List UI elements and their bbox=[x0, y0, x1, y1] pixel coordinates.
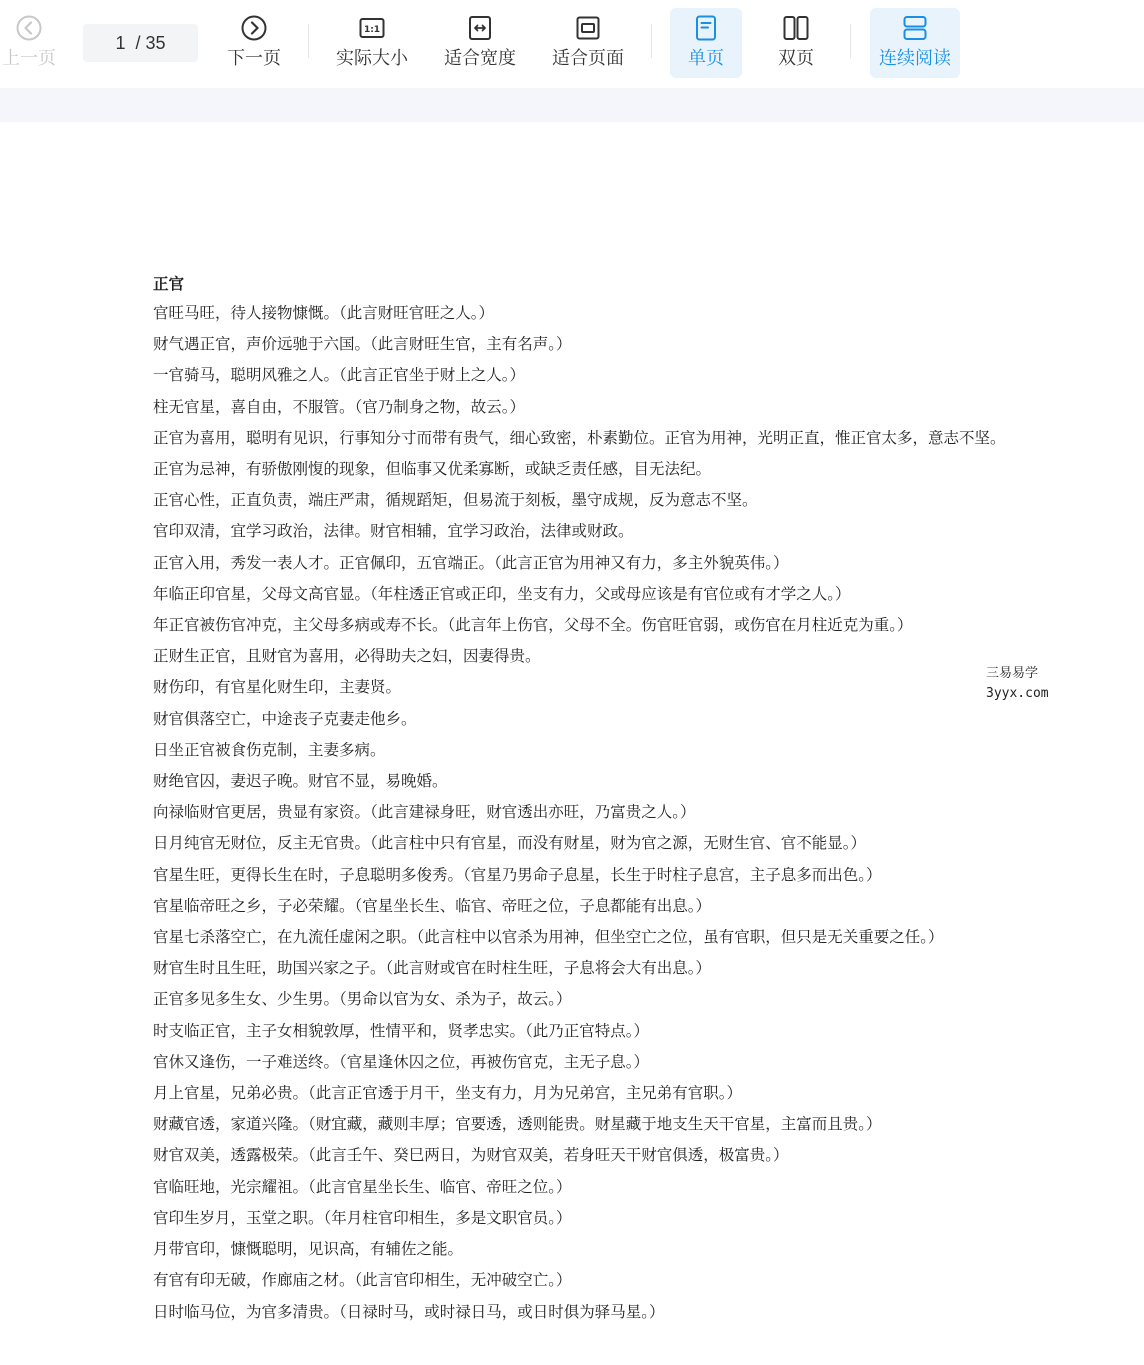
actual-size-label: 实际大小 bbox=[336, 48, 408, 69]
text-line: 正官入用，秀发一表人才。正官佩印，五官端正。（此言正官为用神又有力，多主外貌英伟。） bbox=[153, 553, 789, 572]
text-line: 时支临正官，主子女相貌敦厚，性情平和，贤孝忠实。（此乃正官特点。） bbox=[153, 1021, 650, 1040]
double-page-icon bbox=[782, 14, 810, 42]
fit-page-label: 适合页面 bbox=[552, 48, 624, 69]
double-page-label: 双页 bbox=[778, 48, 814, 69]
text-line: 有官有印无破，作廊庙之材。（此言官印相生，无冲破空亡。） bbox=[153, 1271, 572, 1290]
text-line: 月上官星，兄弟必贵。（此言正官透于月干，坐支有力，月为兄弟宫，主兄弟有官职。） bbox=[153, 1084, 743, 1103]
text-line: 官星生旺，更得长生在时，子息聪明多俊秀。（官星乃男命子息星，长生于时柱子息宫，主子息多而出色。） bbox=[153, 865, 882, 884]
page-total: 35 bbox=[145, 33, 166, 53]
toolbar-divider bbox=[651, 24, 652, 58]
text-line: 官星七杀落空亡，在九流任虚闲之职。（此言柱中以官杀为用神，但坐空亡之位，虽有官职，但只是无关重要之任。） bbox=[153, 928, 944, 947]
document-page bbox=[153, 270, 1038, 1328]
text-line: 官印生岁月，玉堂之职。（年月柱官印相生，多是文职官员。） bbox=[153, 1208, 572, 1227]
text-line: 官旺马旺，待人接物慷慨。（此言财旺官旺之人。） bbox=[153, 304, 495, 322]
svg-text:1:1: 1:1 bbox=[363, 25, 381, 35]
text-line: 日月纯官无财位，反主无官贵。（此言柱中只有官星，而没有财星，财为官之源，无财生官、官不能显。） bbox=[153, 834, 867, 853]
text-line: 正官为忌神，有骄傲刚愎的现象，但临事又优柔寡断，或缺乏责任感，目无法纪。 bbox=[153, 460, 712, 479]
text-line: 财气遇正官，声价远驰于六国。（此言财旺生官，主有名声。） bbox=[153, 335, 572, 354]
text-line: 财藏官透，家道兴隆。（财宜藏，藏则丰厚；官要透，透则能贵。财星藏于地支生天干官星，主富而且贵。） bbox=[153, 1115, 882, 1134]
fit-width-button[interactable] bbox=[438, 8, 522, 78]
prev-page-label: 上一页 bbox=[2, 48, 56, 69]
text-line: 柱无官星，喜自由，不服管。（官乃制身之物，故云。） bbox=[153, 397, 526, 416]
text-line: 正官心性，正直负责，端庄严肃，循规蹈矩，但易流于刻板，墨守成规，反为意志不坚。 bbox=[153, 491, 758, 510]
circle-chevron-right-icon bbox=[240, 14, 268, 42]
actual-size-button[interactable] bbox=[330, 8, 414, 78]
text-line: 月带官印，慷慨聪明，见识高，有辅佐之能。 bbox=[153, 1240, 464, 1259]
text-line: 官印双清，宜学习政治，法律。财官相辅，宜学习政治，法律或财政。 bbox=[153, 522, 634, 541]
text-line: 正官为喜用，聪明有见识，行事知分寸而带有贵气，细心致密，朴素勤位。正官为用神，光明正直，惟正官太多，意志不坚。 bbox=[153, 428, 1006, 447]
continuous-reading-label: 连续阅读 bbox=[879, 48, 951, 69]
text-line: 财官双美，透露极荣。（此言壬午、癸巳两日，为财官双美，若身旺天干财官俱透，极富贵。） bbox=[153, 1146, 789, 1165]
prev-page-button[interactable] bbox=[0, 8, 58, 78]
reader-toolbar bbox=[0, 0, 1144, 88]
text-line: 财绝官囚，妻迟子晚。财官不显，易晚婚。 bbox=[153, 772, 448, 791]
text-line: 财官俱落空亡，中途丧子克妻走他乡。 bbox=[153, 709, 417, 728]
continuous-reading-icon bbox=[901, 14, 929, 42]
single-page-button[interactable] bbox=[670, 8, 742, 78]
section-heading: 正官 bbox=[153, 275, 185, 293]
single-page-icon bbox=[692, 14, 720, 42]
fit-page-icon bbox=[574, 14, 602, 42]
fit-width-label: 适合宽度 bbox=[444, 48, 516, 69]
text-line: 官休又逢伤，一子难送终。（官星逢休囚之位，再被伤官克，主无子息。） bbox=[153, 1052, 650, 1071]
circle-chevron-left-icon bbox=[15, 14, 43, 42]
text-line: 日坐正官被食伤克制，主妻多病。 bbox=[153, 740, 386, 759]
watermark-url: 3yyx.com bbox=[986, 686, 1049, 701]
text-line: 官临旺地，光宗耀祖。（此言官星坐长生、临官、帝旺之位。） bbox=[153, 1177, 572, 1196]
continuous-reading-button[interactable] bbox=[870, 8, 960, 78]
text-line: 向禄临财官更居，贵显有家资。（此言建禄身旺，财官透出亦旺，乃富贵之人。） bbox=[153, 803, 696, 822]
text-line: 年正官被伤官冲克，主父母多病或寿不长。（此言年上伤官，父母不全。伤官旺官弱，或伤官在月柱近克为重。） bbox=[153, 616, 913, 635]
next-page-label: 下一页 bbox=[227, 48, 281, 69]
watermark bbox=[968, 648, 1144, 712]
single-page-label: 单页 bbox=[688, 48, 724, 69]
text-line: 财官生时且生旺，助国兴家之子。（此言财或官在时柱生旺，子息将会大有出息。） bbox=[153, 959, 712, 978]
watermark-text: 三易易学 bbox=[986, 666, 1039, 681]
text-line: 正财生正官，且财官为喜用，必得助夫之妇，因妻得贵。 bbox=[153, 647, 541, 666]
page-indicator[interactable] bbox=[83, 24, 198, 62]
text-line: 官星临帝旺之乡，子必荣耀。（官星坐长生、临官、帝旺之位，子息都能有出息。） bbox=[153, 896, 712, 915]
text-line: 年临正印官星，父母文高官显。（年柱透正官或正印，坐支有力，父或母应该是有官位或有才学之人。） bbox=[153, 584, 851, 603]
text-line: 一官骑马，聪明风雅之人。（此言正官坐于财上之人。） bbox=[153, 366, 526, 385]
fit-width-icon bbox=[466, 14, 494, 42]
actual-size-icon bbox=[358, 14, 386, 42]
page-slash: / bbox=[130, 33, 146, 53]
next-page-button[interactable] bbox=[220, 8, 288, 78]
toolbar-divider bbox=[308, 24, 309, 58]
fit-page-button[interactable] bbox=[546, 8, 630, 78]
text-line: 日时临马位，为官多清贵。（日禄时马，或时禄日马，或日时俱为驿马星。） bbox=[153, 1302, 665, 1321]
page-current: 1 bbox=[115, 33, 126, 53]
text-line: 正官多见多生女、少生男。（男命以官为女、杀为子，故云。） bbox=[153, 990, 572, 1009]
toolbar-divider bbox=[850, 24, 851, 58]
double-page-button[interactable] bbox=[762, 8, 830, 78]
toolbar-bottom-band bbox=[0, 88, 1144, 122]
text-line: 财伤印，有官星化财生印，主妻贤。 bbox=[153, 678, 402, 697]
